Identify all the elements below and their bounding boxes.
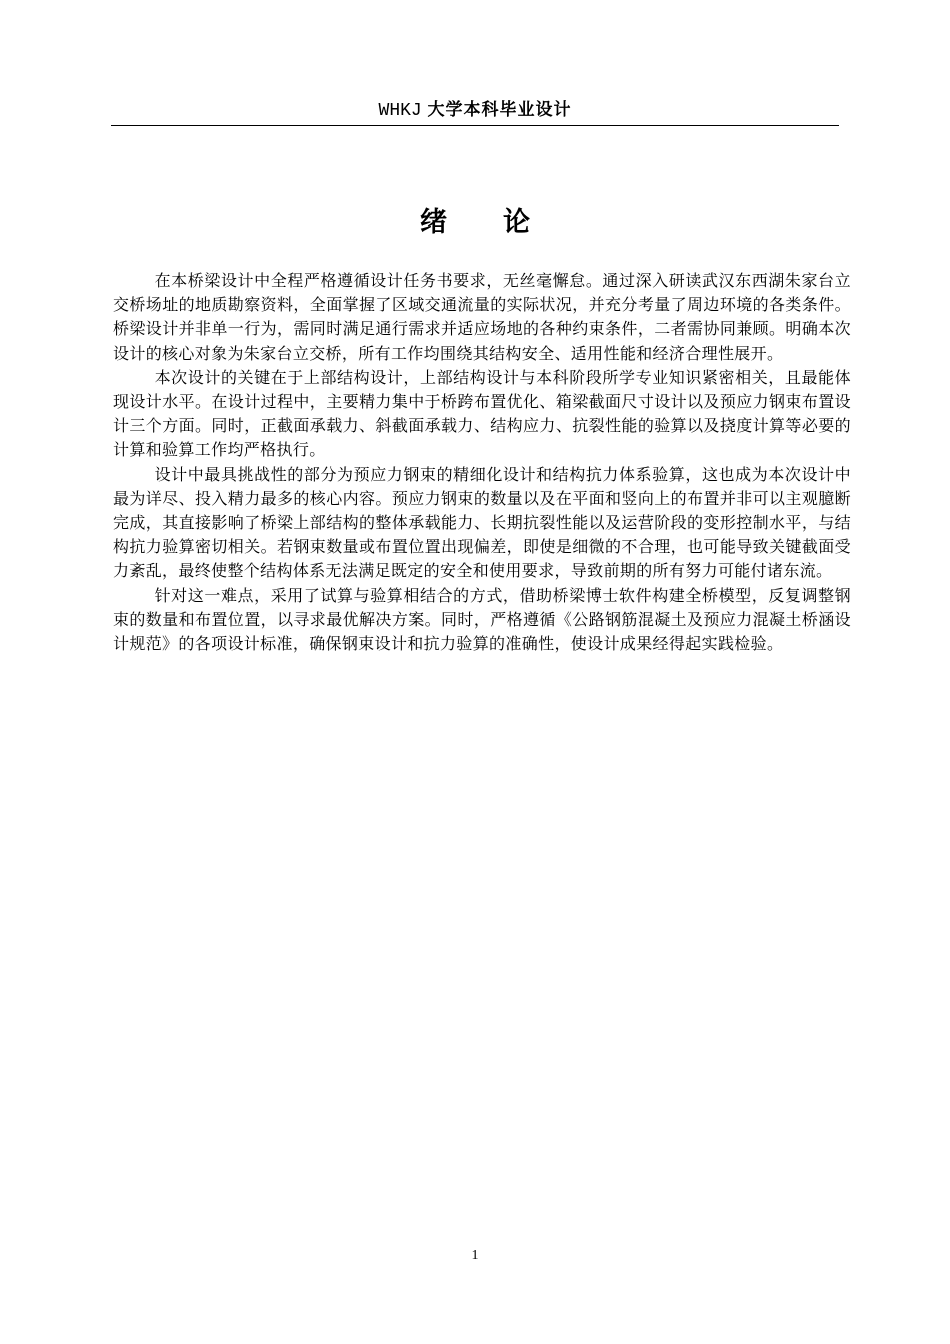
paragraph-3: 设计中最具挑战性的部分为预应力钢束的精细化设计和结构抗力体系验算，这也成为本次设计中最为详尽、投入精力最多的核心内容。预应力钢束的数量以及在平面和竖向上的布置并非可以主观臆断完成，其直接影响了桥梁上部结构的整体承载能力、长期抗裂性能以及运营阶段的变形控制水平，与结构抗力验算密切相关。若钢束数量或布置位置出现偏差，即使是细微的不合理，也可能导致关键截面受力紊乱，最终使整个结构体系无法满足既定的安全和使用要求，导致前期的所有努力可能付诸东流。 [113, 464, 851, 581]
running-header [111, 97, 839, 123]
header-title: 大学本科毕业设计 [427, 100, 572, 120]
paragraph-1: 在本桥梁设计中全程严格遵循设计任务书要求，无丝毫懈怠。通过深入研读武汉东西湖朱家台立交桥场址的地质勘察资料，全面掌握了区域交通流量的实际状况，并充分考量了周边环境的各类条件。桥梁设计并非单一行为，需同时满足通行需求并适应场地的各种约束条件，二者需协同兼顾。明确本次设计的核心对象为朱家台立交桥，所有工作均围绕其结构安全、适用性能和经济合理性展开。 [113, 271, 851, 363]
chapter-title: 绪论 [420, 207, 586, 239]
header-rule [111, 125, 839, 126]
body-text [113, 269, 851, 656]
header-school-code: WHKJ [378, 101, 422, 121]
page-number: 1 [471, 1248, 479, 1263]
paragraph-4: 针对这一难点，采用了试算与验算相结合的方式，借助桥梁博士软件构建全桥模型，反复调整钢束的数量和布置位置，以寻求最优解决方案。同时，严格遵循《公路钢筋混凝土及预应力混凝土桥涵设计规范》的各项设计标准，确保钢束设计和抗力验算的准确性，使设计成果经得起实践检验。 [113, 585, 851, 654]
paragraph-2: 本次设计的关键在于上部结构设计，上部结构设计与本科阶段所学专业知识紧密相关，且最能体现设计水平。在设计过程中，主要精力集中于桥跨布置优化、箱梁截面尺寸设计以及预应力钢束布置设计三个方面。同时，正截面承载力、斜截面承载力、结构应力、抗裂性能的验算以及挠度计算等必要的计算和验算工作均严格执行。 [113, 367, 851, 460]
